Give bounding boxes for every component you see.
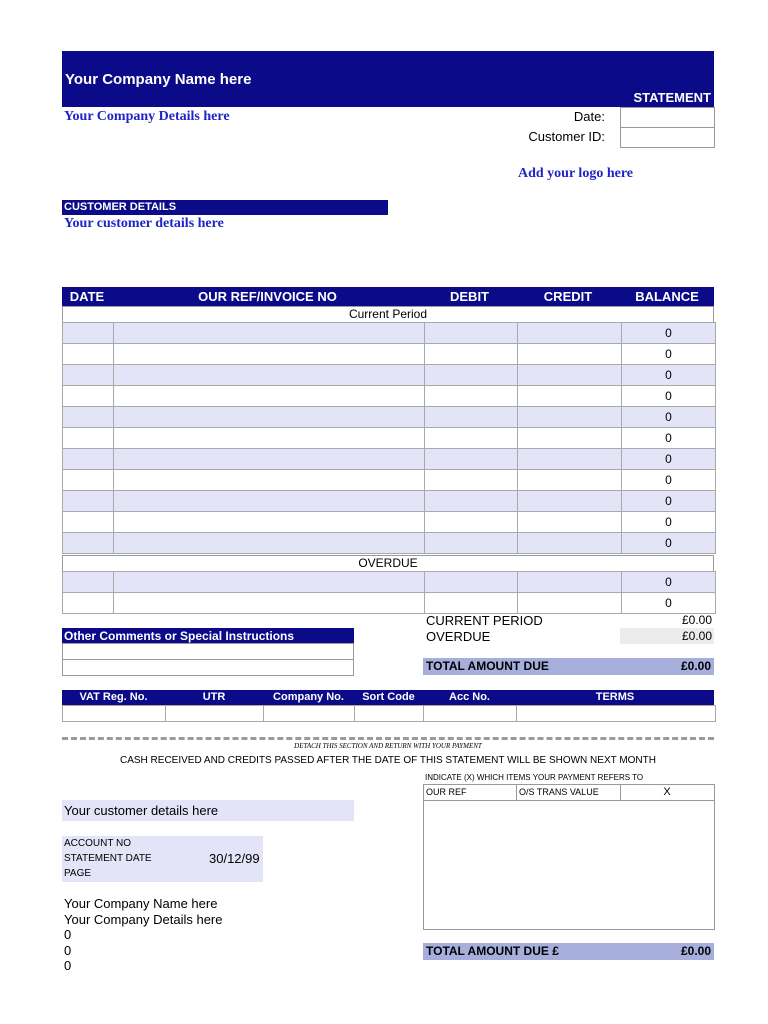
cell-ref[interactable] [114,449,425,470]
col-date: DATE [69,289,105,304]
cell-date[interactable] [63,344,114,365]
comments-line-2[interactable] [62,659,354,676]
cell-debit[interactable] [425,449,518,470]
cell-date[interactable] [63,491,114,512]
table-row [63,428,716,449]
vat-value[interactable] [63,706,166,722]
cell-date[interactable] [63,386,114,407]
ref-col-divider-1 [516,785,517,800]
company-info-header [62,690,714,705]
next-month-notice: CASH RECEIVED AND CREDITS PASSED AFTER THE DATE OF THIS STATEMENT WILL BE SHOWN NEXT MONTH [119,755,656,766]
comments-header: Other Comments or Special Instructions [62,628,354,644]
remittance-customer-details: Your customer details here [62,800,354,821]
address-line-1: 0 [64,927,72,942]
statement-date-value: 30/12/99 [209,851,260,866]
cell-date[interactable] [63,533,114,554]
cell-date[interactable] [63,428,114,449]
cell-ref[interactable] [114,491,425,512]
col-ref: OUR REF/INVOICE NO [198,289,337,304]
customer-id-field[interactable] [620,127,715,148]
company-no-value[interactable] [264,706,355,722]
current-period-label: Current Period [62,306,714,323]
cell-debit[interactable] [425,386,518,407]
ref-col-divider-2 [620,785,621,800]
overdue-label: OVERDUE [62,555,714,572]
cell-debit[interactable] [425,365,518,386]
comments-line-1[interactable] [62,643,354,660]
col-balance: BALANCE [635,289,699,304]
total-amount-due-value: £0.00 [680,659,711,673]
cell-ref[interactable] [114,593,425,614]
cell-credit[interactable] [518,512,622,533]
table-row [63,470,716,491]
col-company-no: Company No. [273,691,344,703]
cell-debit[interactable] [425,491,518,512]
remittance-company-details: Your Company Details here [64,912,223,927]
cell-ref[interactable] [114,344,425,365]
cell-debit[interactable] [425,407,518,428]
cell-debit[interactable] [425,323,518,344]
cell-debit[interactable] [425,572,518,593]
total-amount-due-label: TOTAL AMOUNT DUE [426,659,549,673]
current-period-table [62,322,716,554]
cell-date[interactable] [63,407,114,428]
cell-ref[interactable] [114,512,425,533]
cell-debit[interactable] [425,470,518,491]
col-os-trans-value: O/S TRANS VALUE [519,787,599,797]
cell-balance: 0 [622,407,716,428]
company-details: Your Company Details here [64,109,230,124]
cell-credit[interactable] [518,593,622,614]
cell-ref[interactable] [114,386,425,407]
address-line-2: 0 [64,943,72,958]
table-row [63,323,716,344]
col-utr: UTR [202,691,226,703]
table-row [63,572,716,593]
page-label: PAGE [64,868,92,879]
col-our-ref: OUR REF [426,787,467,797]
header-banner [62,51,714,107]
col-sort-code: Sort Code [362,691,415,703]
col-x: X [663,786,671,798]
remittance-company-name: Your Company Name here [64,896,218,911]
cell-balance: 0 [622,323,716,344]
indicate-text: INDICATE (X) WHICH ITEMS YOUR PAYMENT REFERS TO [425,773,644,782]
cell-balance: 0 [622,428,716,449]
table-row [63,365,716,386]
remittance-total-label: TOTAL AMOUNT DUE £ [426,944,559,958]
account-no-label: ACCOUNT NO [64,838,132,849]
ref-header-divider [424,800,714,801]
table-row [63,512,716,533]
cell-ref[interactable] [114,572,425,593]
col-credit: CREDIT [543,289,593,304]
col-terms: TERMS [595,691,635,703]
address-line-3: 0 [64,958,72,973]
customer-details-header: CUSTOMER DETAILS [62,200,388,215]
cell-credit[interactable] [518,323,622,344]
cell-credit[interactable] [518,428,622,449]
cell-debit[interactable] [425,428,518,449]
terms-value[interactable] [517,706,716,722]
cell-balance: 0 [622,533,716,554]
utr-value[interactable] [166,706,264,722]
cell-balance: 0 [622,386,716,407]
cell-balance: 0 [622,365,716,386]
cell-credit[interactable] [518,407,622,428]
sort-code-value[interactable] [355,706,424,722]
col-debit: DEBIT [450,289,489,304]
table-row [63,344,716,365]
overdue-table [62,571,716,614]
cell-debit[interactable] [425,512,518,533]
cell-credit[interactable] [518,344,622,365]
cell-credit[interactable] [518,386,622,407]
table-row [63,533,716,554]
cell-balance: 0 [622,491,716,512]
remittance-total-bar [423,943,714,960]
cell-balance: 0 [622,344,716,365]
cell-date[interactable] [63,449,114,470]
cell-debit[interactable] [425,344,518,365]
table-row [63,407,716,428]
cell-balance: 0 [622,470,716,491]
cell-credit[interactable] [518,470,622,491]
cell-credit[interactable] [518,491,622,512]
total-amount-due-bar [423,658,714,675]
cell-date[interactable] [63,323,114,344]
cell-balance: 0 [622,593,716,614]
table-row [63,449,716,470]
cell-credit[interactable] [518,572,622,593]
col-acc-no: Acc No. [449,691,490,703]
cell-ref[interactable] [114,428,425,449]
acc-no-value[interactable] [424,706,517,722]
table-row [63,386,716,407]
total-overdue-label: OVERDUE [426,629,491,644]
remittance-total-value: £0.00 [680,944,711,958]
detach-text: DETACH THIS SECTION AND RETURN WITH YOUR PAYMENT [294,742,482,750]
logo-placeholder[interactable]: Add your logo here [518,166,633,181]
cell-ref[interactable] [114,533,425,554]
detach-line [62,737,714,740]
cell-ref[interactable] [114,470,425,491]
cell-date[interactable] [63,470,114,491]
cell-balance: 0 [622,572,716,593]
customer-id-label: Customer ID: [528,129,605,144]
account-block [62,836,263,882]
statement-title: STATEMENT [633,90,711,105]
cell-ref[interactable] [114,323,425,344]
company-info-values [62,705,716,722]
cell-credit[interactable] [518,449,622,470]
col-vat: VAT Reg. No. [79,691,148,703]
cell-balance: 0 [622,449,716,470]
cell-date[interactable] [63,593,114,614]
cell-debit[interactable] [425,533,518,554]
cell-credit[interactable] [518,365,622,386]
total-overdue-value: £0.00 [620,628,714,644]
cell-debit[interactable] [425,593,518,614]
statement-date-label: STATEMENT DATE [64,853,152,864]
cell-date[interactable] [63,572,114,593]
cell-ref[interactable] [114,365,425,386]
company-name: Your Company Name here [65,71,252,88]
customer-details: Your customer details here [64,216,224,231]
remittance-ref-table [423,784,715,930]
table-row [63,593,716,614]
table-row [63,491,716,512]
cell-ref[interactable] [114,407,425,428]
cell-date[interactable] [63,512,114,533]
cell-date[interactable] [63,365,114,386]
date-label: Date: [573,109,605,124]
date-field[interactable] [620,107,715,128]
total-current-period-label: CURRENT PERIOD [426,613,543,628]
cell-balance: 0 [622,512,716,533]
total-current-period-value: £0.00 [681,613,712,627]
cell-credit[interactable] [518,533,622,554]
table-header [62,287,714,306]
